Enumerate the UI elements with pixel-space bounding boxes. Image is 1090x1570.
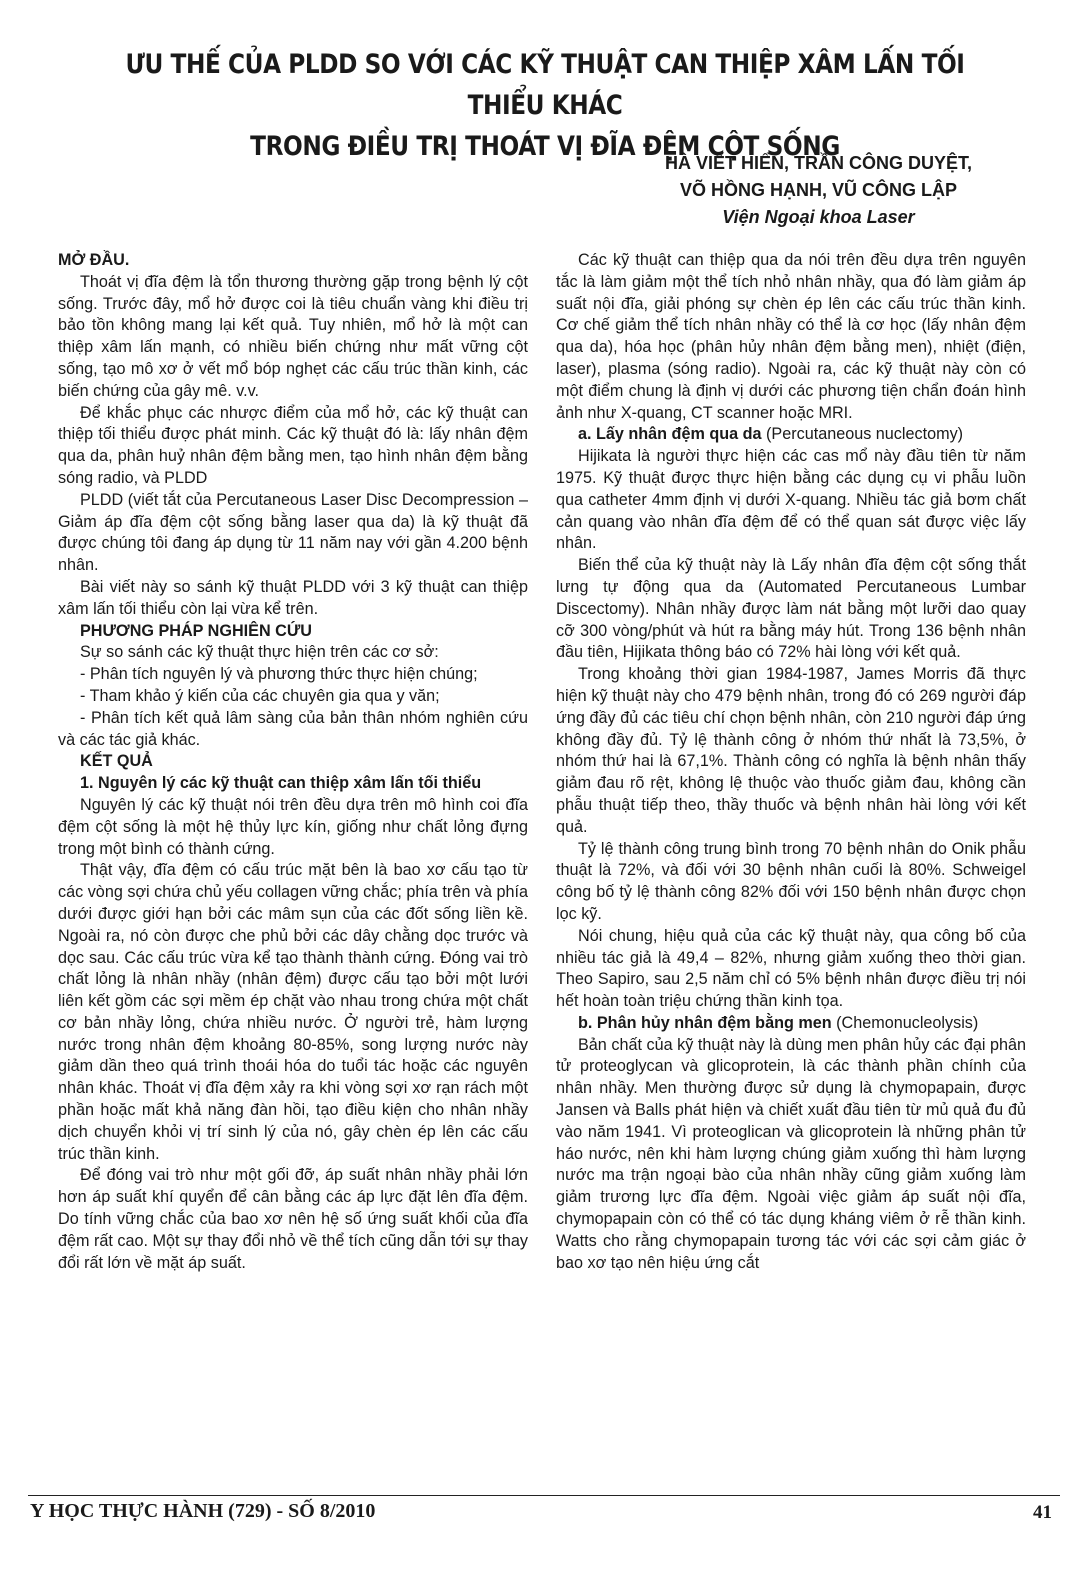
paragraph: Thoát vị đĩa đệm là tổn thương thường gặp trong bệnh lý cột sống. Trước đây, mổ hở được coi là tiêu chuẩn vàng khi điều trị bảo tồn không mang lại kết quả. Tuy nhiên, mổ hở là một can thiệp xâm lấn mạnh, có nhiều biến chứng như mất vững cột sống, tạo mô xơ ở vết mổ bóp nghẹt các cấu trúc thần kinh, các biến chứng của gây mê. v.v. [58,272,528,400]
paragraph: PLDD (viết tắt của Percutaneous Laser Disc Decompression – Giảm áp đĩa đệm cột sống bằng laser qua da) là kỹ thuật đã được chúng tôi đang áp dụng từ 11 năm nay với gần 4.200 bệnh nhân. [58,490,528,575]
journal-name: Y HỌC THỰC HÀNH (729) - SỐ 8/2010 [30,1500,376,1522]
heading-text: b. Phân hủy nhân đệm bằng men [578,1013,832,1032]
paragraph: Thật vậy, đĩa đệm có cấu trúc mặt bên là bao xơ cấu tạo từ các vòng sợi chứa chủ yếu collagen vững chắc; phía trên và phía dưới được giới hạn bởi các mâm sụn của các đốt sống liền kề. Ngoài ra, nó còn được che phủ bởi các dây chằng dọc trước và dọc sau. Các cấu trúc vừa kể tạo thành thành cứng. Đóng vai trò chất lỏng là nhân nhầy (nhân đệm) được cấu tạo bởi một lưới liên kết gồm các sợi mềm ép chặt vào nhau trong chứa một chất cơ bản nhầy lỏng, chứa nhiều nước. Ở người trẻ, hàm lượng nước trong nhân đệm khoảng 80-85%, song lượng nước này giảm dần theo quá trình thoái hóa do tuổi tác hoặc các nguyên nhân khác. Thoát vị đĩa đệm xảy ra khi vòng sợi xơ rạn rách một phần hoặc mất khả năng đàn hồi, tạo điều kiện cho nhân nhầy dịch chuyển khỏi vị trí sinh lý của nó, gây chèn ép lên các cấu trúc thần kinh. [58,861,528,1163]
footer-divider [28,1495,1060,1496]
list-item: - Phân tích kết quả lâm sàng của bản thân nhóm nghiên cứu và các tác giả khác. [58,708,528,749]
heading-english: (Percutaneous nuclectomy) [766,425,964,444]
paragraph: Trong khoảng thời gian 1984-1987, James Morris đã thực hiện kỹ thuật này cho 479 bệnh nhân, trong đó có 269 người đáp ứng đầy đủ các tiêu chí chọn bệnh nhân, còn 210 người đáp ứng không đầy đủ. Tỷ lệ thành công ở nhóm thứ nhất là 73,5%, ở nhóm thứ hai là 67,1%. Thành công có nghĩa là bệnh nhân thấy giảm đau rõ rệt, không lệ thuộc vào thuốc giảm đau, không cần phẫu thuật tiếp theo, thầy thuốc và bệnh nhân hài lòng với kết quả. [556,665,1026,836]
heading-principle: 1. Nguyên lý các kỹ thuật can thiệp xâm lấn tối thiểu [80,774,482,793]
left-column [58,250,528,1274]
heading-text: a. Lấy nhân đệm qua da [578,425,762,444]
author-block [665,150,972,231]
article-title [111,44,980,167]
paragraph: Bài viết này so sánh kỹ thuật PLDD với 3 kỹ thuật can thiệp xâm lấn tối thiểu còn lại vừa kể trên. [58,577,528,618]
paragraph: Để khắc phục các nhược điểm của mổ hở, các kỹ thuật can thiệp tối thiểu được phát minh. Các kỹ thuật đó là: lấy nhân đệm qua da, phân huỷ nhân đệm bằng men, tạo hình nhân đệm bằng sóng radio, và PLDD [58,403,528,487]
paragraph: Hijikata là người thực hiện các cas mổ này đầu tiên từ năm 1975. Kỹ thuật được thực hiện bằng các dụng cụ vi phẫu luồn qua catheter 4mm định vị dưới X-quang. Nhiều tác giả bơm chất cản quang vào nhân đĩa đệm để có thể quan sát được việc lấy nhân. [556,447,1026,553]
title-line-1: ƯU THẾ CỦA PLDD SO VỚI CÁC KỸ THUẬT CAN THIỆP XÂM LẤN TỐI THIỂU KHÁC [125,49,965,121]
heading-methods: PHƯƠNG PHÁP NGHIÊN CỨU [80,621,312,640]
authors-line-1: HÀ VIẾT HIỂN, TRẦN CÔNG DUYỆT, [664,153,972,173]
paragraph: Nguyên lý các kỹ thuật nói trên đều dựa trên mô hình coi đĩa đệm cột sống là một hệ thủy lực kín, giống như chất lỏng đựng trong một bình có thành cứng. [58,795,528,858]
paragraph: Các kỹ thuật can thiệp qua da nói trên đều dựa trên nguyên tắc là làm giảm một thể tích nhỏ nhân nhầy, qua đó làm giảm áp suất nội đĩa, giải phóng sự chèn ép lên các cấu trúc thần kinh. Cơ chế giảm thể tích nhân nhầy có thể là cơ học (lấy nhân đệm qua da), hóa học (phân hủy nhân đệm bằng men), nhiệt (điện, laser), plasma (sóng radio). Ngoài ra, các kỹ thuật này còn có một điểm chung là định vị dưới các phương tiện chẩn đoán hình ảnh như X-quang, CT scanner hoặc MRI. [556,251,1026,422]
heading-results: KẾT QUẢ [80,752,153,771]
paragraph: Nói chung, hiệu quả của các kỹ thuật này, qua công bố của nhiều tác giả là 49,4 – 82%, nhưng giảm xuống theo thời gian. Theo Sapiro, sau 2,5 năm chỉ có 5% bệnh nhân được điều trị nói hết hoàn toàn triệu chứng thần kinh tọa. [556,926,1026,1011]
paragraph: Để đóng vai trò như một gối đỡ, áp suất nhân nhầy phải lớn hơn áp suất khí quyển để cân bằng các áp lực đặt lên đĩa đệm. Do tính vững chắc của bao xơ nên hệ số ứng suất khối của đĩa đệm rất cao. Một sự thay đổi nhỏ về thể tích cũng dẫn tới sự thay đổi rất lớn về mặt áp suất. [58,1166,528,1272]
heading-chemonucleolysis [556,1013,1026,1035]
author-institution: Viện Ngoại khoa Laser [722,207,915,227]
heading-percutaneous-nuclectomy [556,424,1026,446]
title-line-2: TRONG ĐIỀU TRỊ THOÁT VỊ ĐĨA ĐỆM CỘT SỐNG [250,131,840,162]
paragraph: Sự so sánh các kỹ thuật thực hiện trên các cơ sở: [80,643,439,662]
list-item: - Phân tích nguyên lý và phương thức thực hiện chúng; [80,665,478,684]
paragraph: Biến thể của kỹ thuật này là Lấy nhân đĩa đệm cột sống thắt lưng tự động qua da (Automated Percutaneous Lumbar Discectomy). Nhân nhầy được làm nát bằng một lưỡi dao quay cỡ 300 vòng/phút và hút ra bằng máy hút. Trong 136 bệnh nhân đầu tiên, Hijikata thông báo có 72% hài lòng với kết quả. [556,556,1026,662]
right-column [556,250,1026,1274]
authors-line-2: VÕ HỒNG HẠNH, VŨ CÔNG LẬP [679,180,957,200]
list-item: - Tham khảo ý kiến của các chuyên gia qua y văn; [80,686,440,705]
heading-introduction: MỞ ĐẦU. [58,251,130,269]
paragraph: Tỷ lệ thành công trung bình trong 70 bệnh nhân do Onik phẫu thuật là 72%, và đối với 30 bệnh nhân cuối là 80%. Schweigel công bố tỷ lệ thành công 82% đối với 150 bệnh nhân được chọn lọc kỹ. [556,839,1026,923]
page-number: 41 [1033,1502,1052,1523]
paragraph: Bản chất của kỹ thuật này là dùng men phân hủy các đại phân tử proteoglycan và glicoprotein, là các thành phần chính của nhân nhầy. Men thường được sử dụng là chymopapain, được Jansen và Balls phát hiện và chiết xuất đầu tiên từ mủ quả đu đủ vào năm 1941. Vì proteoglican và glicoprotein là những phân tử háo nước, nên khi hàm lượng chúng giảm xuống thì hàm lượng nước ma trận ngoại bào của nhân nhầy cũng giảm xuống làm giảm trương lực đĩa đệm. Ngoài việc giảm áp suất nội đĩa, chymopapain còn có thể có tác dụng kháng viêm ở rễ thần kinh. Watts cho rằng chymopapain tương tác với các sợi cảm giác ở bao xơ tạo nên hiệu ứng cắt [556,1035,1026,1272]
heading-english: (Chemonucleolysis) [836,1013,979,1032]
